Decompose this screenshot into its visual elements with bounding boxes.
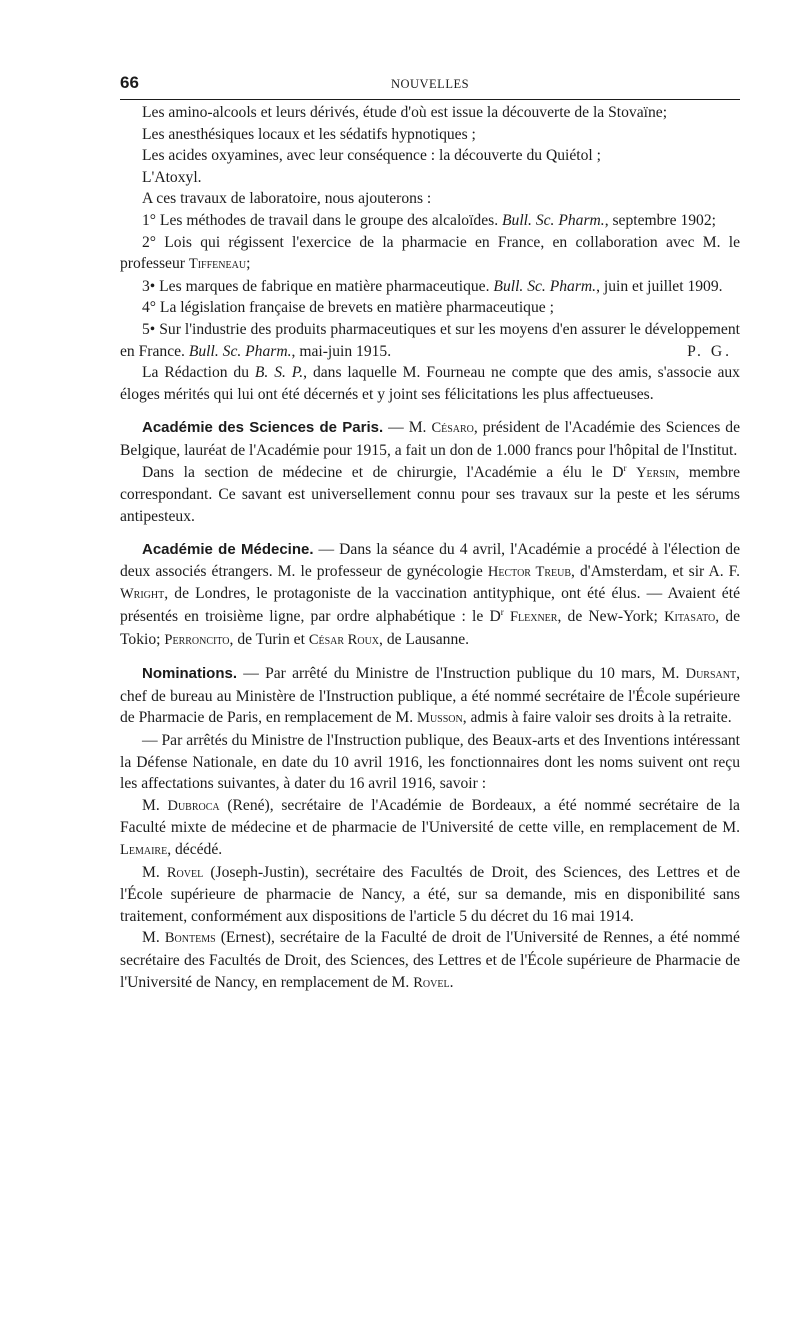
work-item-4: 4° La législation française de brevets en matière pharmaceutique ; (142, 299, 554, 317)
list-item: L'Atoxyl. (142, 168, 202, 186)
academie-sciences-election: Dans la section de médecine et de chirurgie, l'Académie a élu le $D^r$ Yersin, membre correspondant. Ce savant est universellement connu pour ses travaux sur la peste et les sérums antipesteux. (120, 462, 740, 525)
nomination-bontems: M. Bontems (Ernest), secrétaire de la Faculté de droit de l'Université de Rennes, a été nommé secrétaire des Facultés de Droit, des Sciences, des Lettres et de l'École supérieure de Pharmacie de l'Université de Nancy, en remplacement de M. Rovel. (120, 929, 740, 991)
page-header (120, 70, 740, 94)
nominations-decree: — Par arrêtés du Ministre de l'Instruction publique, des Beaux-arts et des Inventions intéressant la Défense Nationale, en date du 10 avril 1916, les fonctionnaires dont les noms suivent ont reçu les affectations suivantes, à dater du 16 avril 1916, savoir : (120, 732, 740, 793)
work-item-2: 2° Lois qui régissent l'exercice de la pharmacie en France, en collaboration avec M. le professeur Tiffeneau; (120, 233, 740, 273)
signature: P. G. (687, 342, 732, 360)
academie-sciences-paragraph: Académie des Sciences de Paris. — M. Césaro, président de l'Académie des Sciences de Belgique, lauréat de l'Académie pour 1915, a fait un don de 1.000 francs pour l'hôpital de l'Institut. (120, 419, 740, 459)
work-item-3: 3• Les marques de fabrique en matière pharmaceutique. Bull. Sc. Pharm., juin et juillet 1909. (142, 277, 723, 295)
page-number: 66 (120, 73, 139, 92)
work-item-1: 1° Les méthodes de travail dans le groupe des alcaloïdes. Bull. Sc. Pharm., septembre 1902; (142, 211, 716, 229)
section-title: Académie de Médecine. (142, 541, 314, 559)
academie-medecine-paragraph: Académie de Médecine. — Dans la séance du 4 avril, l'Académie a procédé à l'élection de deux associés étrangers. M. le professeur de gynécologie Hector Treub, d'Amsterdam, et sir A. F. Wright, de Londres, le protagoniste de la vaccination antityphique, ont été élus. — Avaient été présentés en troisième ligne, par ordre alphabétique : le $D^r$ Flexner, de New-York; Kitasato, de Tokio; Perroncito, de Turin et César Roux, de Lausanne. (120, 541, 741, 648)
nomination-dubroca: M. Dubroca (René), secrétaire de l'Académie de Bordeaux, a été nommé secrétaire de la Faculté mixte de médecine et de pharmacie de l'Université de cette ville, en remplacement de M. Lemaire, décédé. (120, 796, 740, 858)
work-item-5: 5• Sur l'industrie des produits pharmaceutiques et sur les moyens d'en assurer le développement en France. Bull. Sc. Pharm., mai-juin 1915. P. G. (120, 319, 740, 362)
nomination-rovel: M. Rovel (Joseph-Justin), secrétaire des Facultés de Droit, des Sciences, des Lettres et de l'École supérieure de pharmacie de Nancy, a été, sur sa demande, mis en disponibilité sans traitement, conformément aux dispositions de l'article 5 du décret du 16 mai 1914. (120, 863, 741, 925)
list-item: Les amino-alcools et leurs dérivés, étude d'où est issue la découverte de la Stovaïne; (142, 104, 668, 121)
nominations-paragraph: Nominations. — Par arrêté du Ministre de l'Instruction publique du 10 mars, M. Dursant, chef de bureau au Ministère de l'Instruction publique, a été nommé secrétaire de l'École supérieure de Pharmacie de Paris, en remplacement de M. Musson, admis à faire valoir ses droits à la retraite. (120, 665, 740, 727)
running-head: NOUVELLES (390, 77, 470, 91)
works-intro: A ces travaux de laboratoire, nous ajouterons : (142, 190, 432, 208)
journal-page (120, 70, 740, 994)
section-title: Nominations. (142, 665, 238, 683)
list-item: Les acides oxyamines, avec leur conséquence : la découverte du Quiétol ; (142, 147, 601, 165)
list-item: Les anesthésiques locaux et les sédatifs hypnotiques ; (142, 125, 476, 143)
redaction-paragraph: La Rédaction du B. S. P., dans laquelle M. Fourneau ne compte que des amis, s'associe aux éloges mérités qui lui ont été décernés et y joint ses félicitations les plus affectueuses. (120, 364, 740, 403)
header-rule (120, 99, 740, 100)
section-title: Académie des Sciences de Paris. (142, 419, 384, 437)
